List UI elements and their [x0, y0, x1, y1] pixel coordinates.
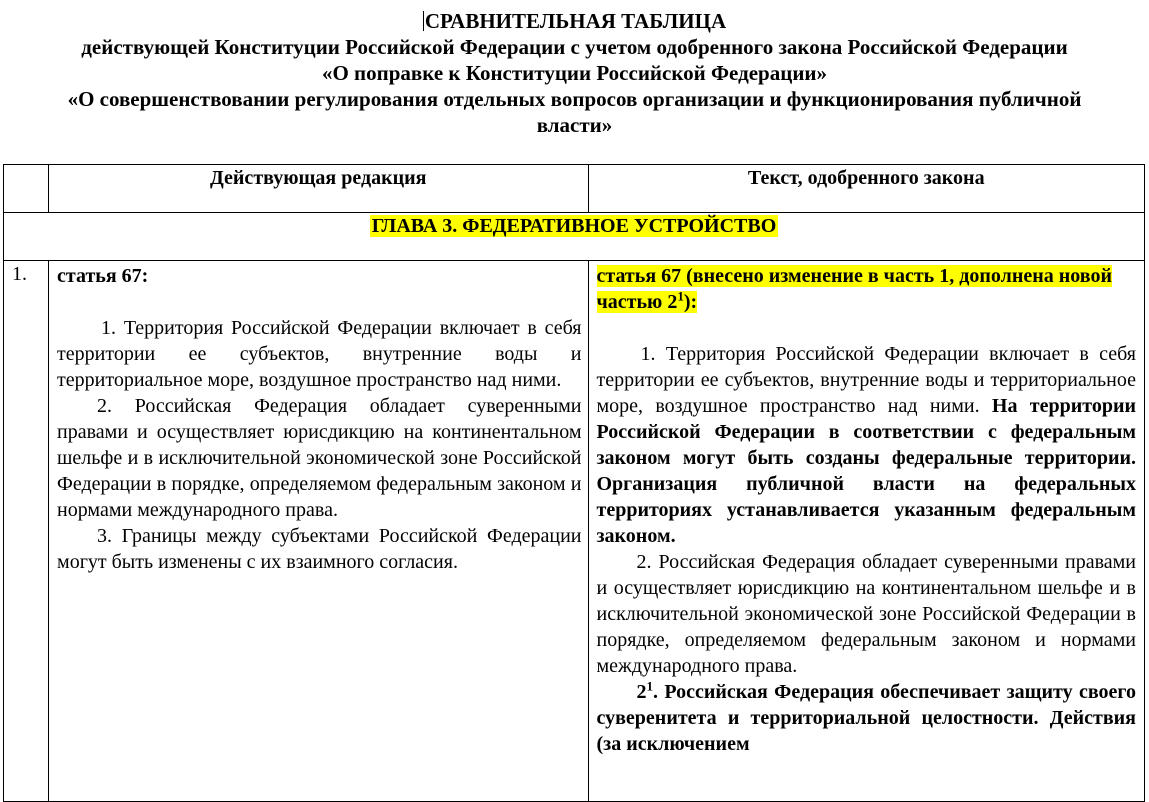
title-line-2: действующей Конституции Российской Федерации с учетом одобренного закона Российской Федерации: [81, 35, 1068, 59]
document-title: [0, 8, 1149, 138]
title-line-3: «О поправке к Конституции Российской Федерации»: [321, 61, 828, 85]
table-header-row: [4, 165, 1145, 213]
table-row: [4, 261, 1145, 802]
right-paragraph-1-amendment: На территории Российской Федерации в соответствии с федеральным законом могут быть созданы федеральные территории. Организация публичной власти на федеральных территориях устанавливается указанным федеральным законом.: [596, 395, 1136, 547]
left-article-heading: статья 67:: [57, 265, 149, 287]
right-article-heading: статья 67 (внесено изменение в часть 1, дополнена новой частью $2^1$):: [596, 265, 1112, 313]
header-approved-law: Текст, одобренного закона: [588, 165, 1145, 213]
left-paragraph-2: 2. Российская Федерация обладает суверенными правами и осуществляет юрисдикцию на континентальном шельфе и в исключительной экономической зоне Российской Федерации в порядке, определяемом федеральным законом и нормами международного права.: [57, 395, 582, 521]
header-current-edition: Действующая редакция: [49, 165, 588, 213]
chapter-title: ГЛАВА 3. ФЕДЕРАТИВНОЕ УСТРОЙСТВО: [371, 215, 777, 237]
row-number: 1.: [4, 261, 49, 802]
right-paragraph-2-1: $2^1$. Российская Федерация обеспечивает защиту своего суверенитета и территориальной целостности. Действия (за исключением: [596, 678, 1136, 755]
header-number-cell: [4, 165, 49, 213]
left-paragraph-3: 3. Границы между субъектами Российской Федерации могут быть изменены с их взаимного согласия.: [57, 525, 582, 573]
chapter-cell: [4, 213, 1145, 261]
comparison-table: [3, 164, 1145, 802]
approved-text-cell: [588, 261, 1145, 802]
right-paragraph-1: 1. Территория Российской Федерации включает в себя территории ее субъектов, внутренние воды и территориальное море, воздушное пространство над ними. На территории Российской Федерации в соответствии с федеральным законом могут быть созданы федеральные территории. Организация публичной власти на федеральных территориях устанавливается указанным федеральным законом.: [596, 343, 1136, 547]
title-line-5: власти»: [536, 113, 613, 137]
current-text-cell: [49, 261, 588, 802]
text-cursor: [423, 11, 424, 31]
left-paragraph-1: 1. Территория Российской Федерации включает в себя территории ее субъектов, внутренние воды и территориальное море, воздушное пространство над ними.: [57, 317, 582, 391]
title-line-4: «О совершенствовании регулирования отдельных вопросов организации и функционирования публичной: [67, 87, 1082, 111]
title-line-1: СРАВНИТЕЛЬНАЯ ТАБЛИЦА: [424, 9, 727, 33]
right-paragraph-2: 2. Российская Федерация обладает суверенными правами и осуществляет юрисдикцию на континентальном шельфе и в исключительной экономической зоне Российской Федерации в порядке, определяемом федеральным законом и нормами международного права.: [596, 551, 1136, 677]
chapter-row: [4, 213, 1145, 261]
